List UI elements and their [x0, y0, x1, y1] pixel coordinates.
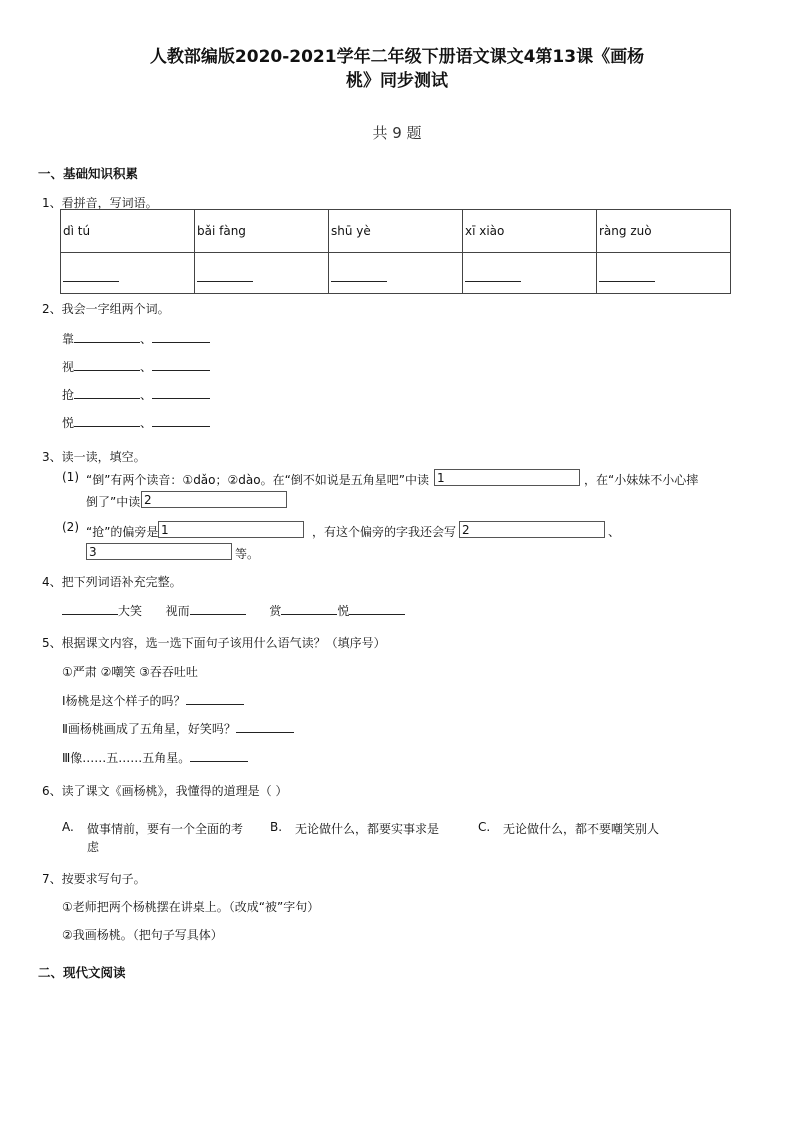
- answer-blank[interactable]: [349, 604, 405, 615]
- subquestion-number: (1): [62, 470, 79, 484]
- pinyin-cell: dì tú: [61, 210, 195, 253]
- question-5-stem: 5、根据课文内容，选一选下面句子该用什么语气读？（填序号）: [42, 636, 386, 650]
- answer-cell[interactable]: [329, 253, 463, 294]
- answer-box[interactable]: 2: [141, 491, 287, 508]
- subquestion-number: (2): [62, 520, 79, 534]
- answer-box[interactable]: 3: [86, 543, 232, 560]
- answer-blank[interactable]: [152, 416, 210, 427]
- sentence-text: Ⅰ杨桃是这个样子的吗？: [62, 694, 186, 708]
- separator: 、: [140, 416, 153, 430]
- separator: 、: [140, 360, 153, 374]
- subquestion-text: ，在“小妹妹不小心摔: [584, 473, 699, 487]
- choice-a-label[interactable]: A.: [62, 820, 74, 834]
- answer-blank[interactable]: [63, 271, 119, 282]
- doc-title-line1: 人教部编版2020-2021学年二年级下册语文课文4第13课《画杨: [149, 47, 645, 67]
- idiom-part: 悦: [337, 604, 350, 618]
- question-2-stem: 2、我会一字组两个词。: [42, 302, 170, 316]
- section-heading-2: 二、现代文阅读: [38, 965, 126, 980]
- answer-blank[interactable]: [62, 604, 118, 615]
- answer-blank[interactable]: [74, 416, 140, 427]
- separator: 、: [140, 388, 153, 402]
- idiom-fill-row: [62, 602, 405, 619]
- choice-a-text[interactable]: 做事情前，要有一个全面的考: [87, 822, 244, 836]
- answer-box[interactable]: 1: [434, 469, 580, 486]
- sentence-text: Ⅲ像……五……五角星。: [62, 751, 191, 765]
- choice-b-text[interactable]: 无论做什么，都要实事求是: [295, 822, 440, 836]
- word-group-char: 靠: [62, 332, 75, 346]
- subquestion-text: ，有这个偏旁的字我还会写: [312, 525, 457, 539]
- answer-blank[interactable]: [186, 694, 244, 705]
- answer-blank[interactable]: [152, 388, 210, 399]
- choice-a-text-cont[interactable]: 虑: [87, 840, 100, 854]
- word-group-row: [62, 330, 210, 347]
- answer-blank[interactable]: [599, 271, 655, 282]
- word-group-row: [62, 358, 210, 375]
- tone-options: ①严肃 ②嘲笑 ③吞吞吐吐: [62, 665, 198, 679]
- choice-c-text[interactable]: 无论做什么，都不要嘲笑别人: [503, 822, 660, 836]
- word-group-char: 视: [62, 360, 75, 374]
- subquestion-text: “倒”有两个读音：①dǎo；②dào。在“倒不如说是五角星吧”中读: [86, 473, 430, 487]
- answer-blank[interactable]: [74, 332, 140, 343]
- answer-blank[interactable]: [197, 271, 253, 282]
- sentence-row: [62, 749, 248, 766]
- answer-blank[interactable]: [152, 332, 210, 343]
- question-3-stem: 3、读一读，填空。: [42, 450, 146, 464]
- sentence-row: [62, 720, 294, 737]
- word-group-char: 抢: [62, 388, 75, 402]
- pinyin-cell: ràng zuò: [597, 210, 731, 253]
- subquestion-text: 、: [608, 525, 621, 539]
- rewrite-item: ②我画杨桃。（把句子写具体）: [62, 928, 223, 942]
- answer-blank[interactable]: [74, 360, 140, 371]
- answer-blank[interactable]: [152, 360, 210, 371]
- word-group-row: [62, 414, 210, 431]
- sentence-row: [62, 692, 244, 709]
- pinyin-table: [60, 209, 731, 294]
- answer-blank[interactable]: [331, 271, 387, 282]
- subquestion-text: 倒了”中读: [86, 495, 141, 509]
- answer-cell[interactable]: [61, 253, 195, 294]
- subquestion-text: 等。: [235, 547, 260, 561]
- idiom-part: 赏: [269, 604, 282, 618]
- answer-blank[interactable]: [236, 722, 294, 733]
- choice-c-label[interactable]: C.: [478, 820, 491, 834]
- pinyin-cell: shū yè: [329, 210, 463, 253]
- answer-box[interactable]: 2: [459, 521, 605, 538]
- question-7-stem: 7、按要求写句子。: [42, 872, 146, 886]
- section-heading-1: 一、基础知识积累: [38, 166, 139, 181]
- separator: 、: [140, 332, 153, 346]
- answer-cell[interactable]: [597, 253, 731, 294]
- answer-blank[interactable]: [190, 604, 246, 615]
- idiom-part: 视而: [165, 604, 190, 618]
- word-group-row: [62, 386, 210, 403]
- word-group-char: 悦: [62, 416, 75, 430]
- idiom-part: 大笑: [118, 604, 143, 618]
- question-4-stem: 4、把下列词语补充完整。: [42, 575, 182, 589]
- sentence-text: Ⅱ画杨桃画成了五角星，好笑吗？: [62, 722, 236, 736]
- answer-cell[interactable]: [195, 253, 329, 294]
- question-1-stem: 1、看拼音，写词语。: [42, 196, 158, 210]
- answer-blank[interactable]: [281, 604, 337, 615]
- doc-title-line2: 桃》同步测试: [346, 71, 448, 91]
- answer-cell[interactable]: [463, 253, 597, 294]
- question-count: 共 9 题: [372, 124, 422, 142]
- choice-b-label[interactable]: B.: [270, 820, 283, 834]
- answer-blank[interactable]: [190, 751, 248, 762]
- question-6-stem: 6、读了课文《画杨桃》，我懂得的道理是（ ）: [42, 784, 288, 798]
- pinyin-cell: bǎi fàng: [195, 210, 329, 253]
- rewrite-item: ①老师把两个杨桃摆在讲桌上。（改成“被”字句）: [62, 900, 320, 914]
- answer-blank[interactable]: [465, 271, 521, 282]
- answer-box[interactable]: 1: [158, 521, 304, 538]
- subquestion-text: “抢”的偏旁是: [86, 525, 159, 539]
- answer-blank[interactable]: [74, 388, 140, 399]
- pinyin-cell: xī xiào: [463, 210, 597, 253]
